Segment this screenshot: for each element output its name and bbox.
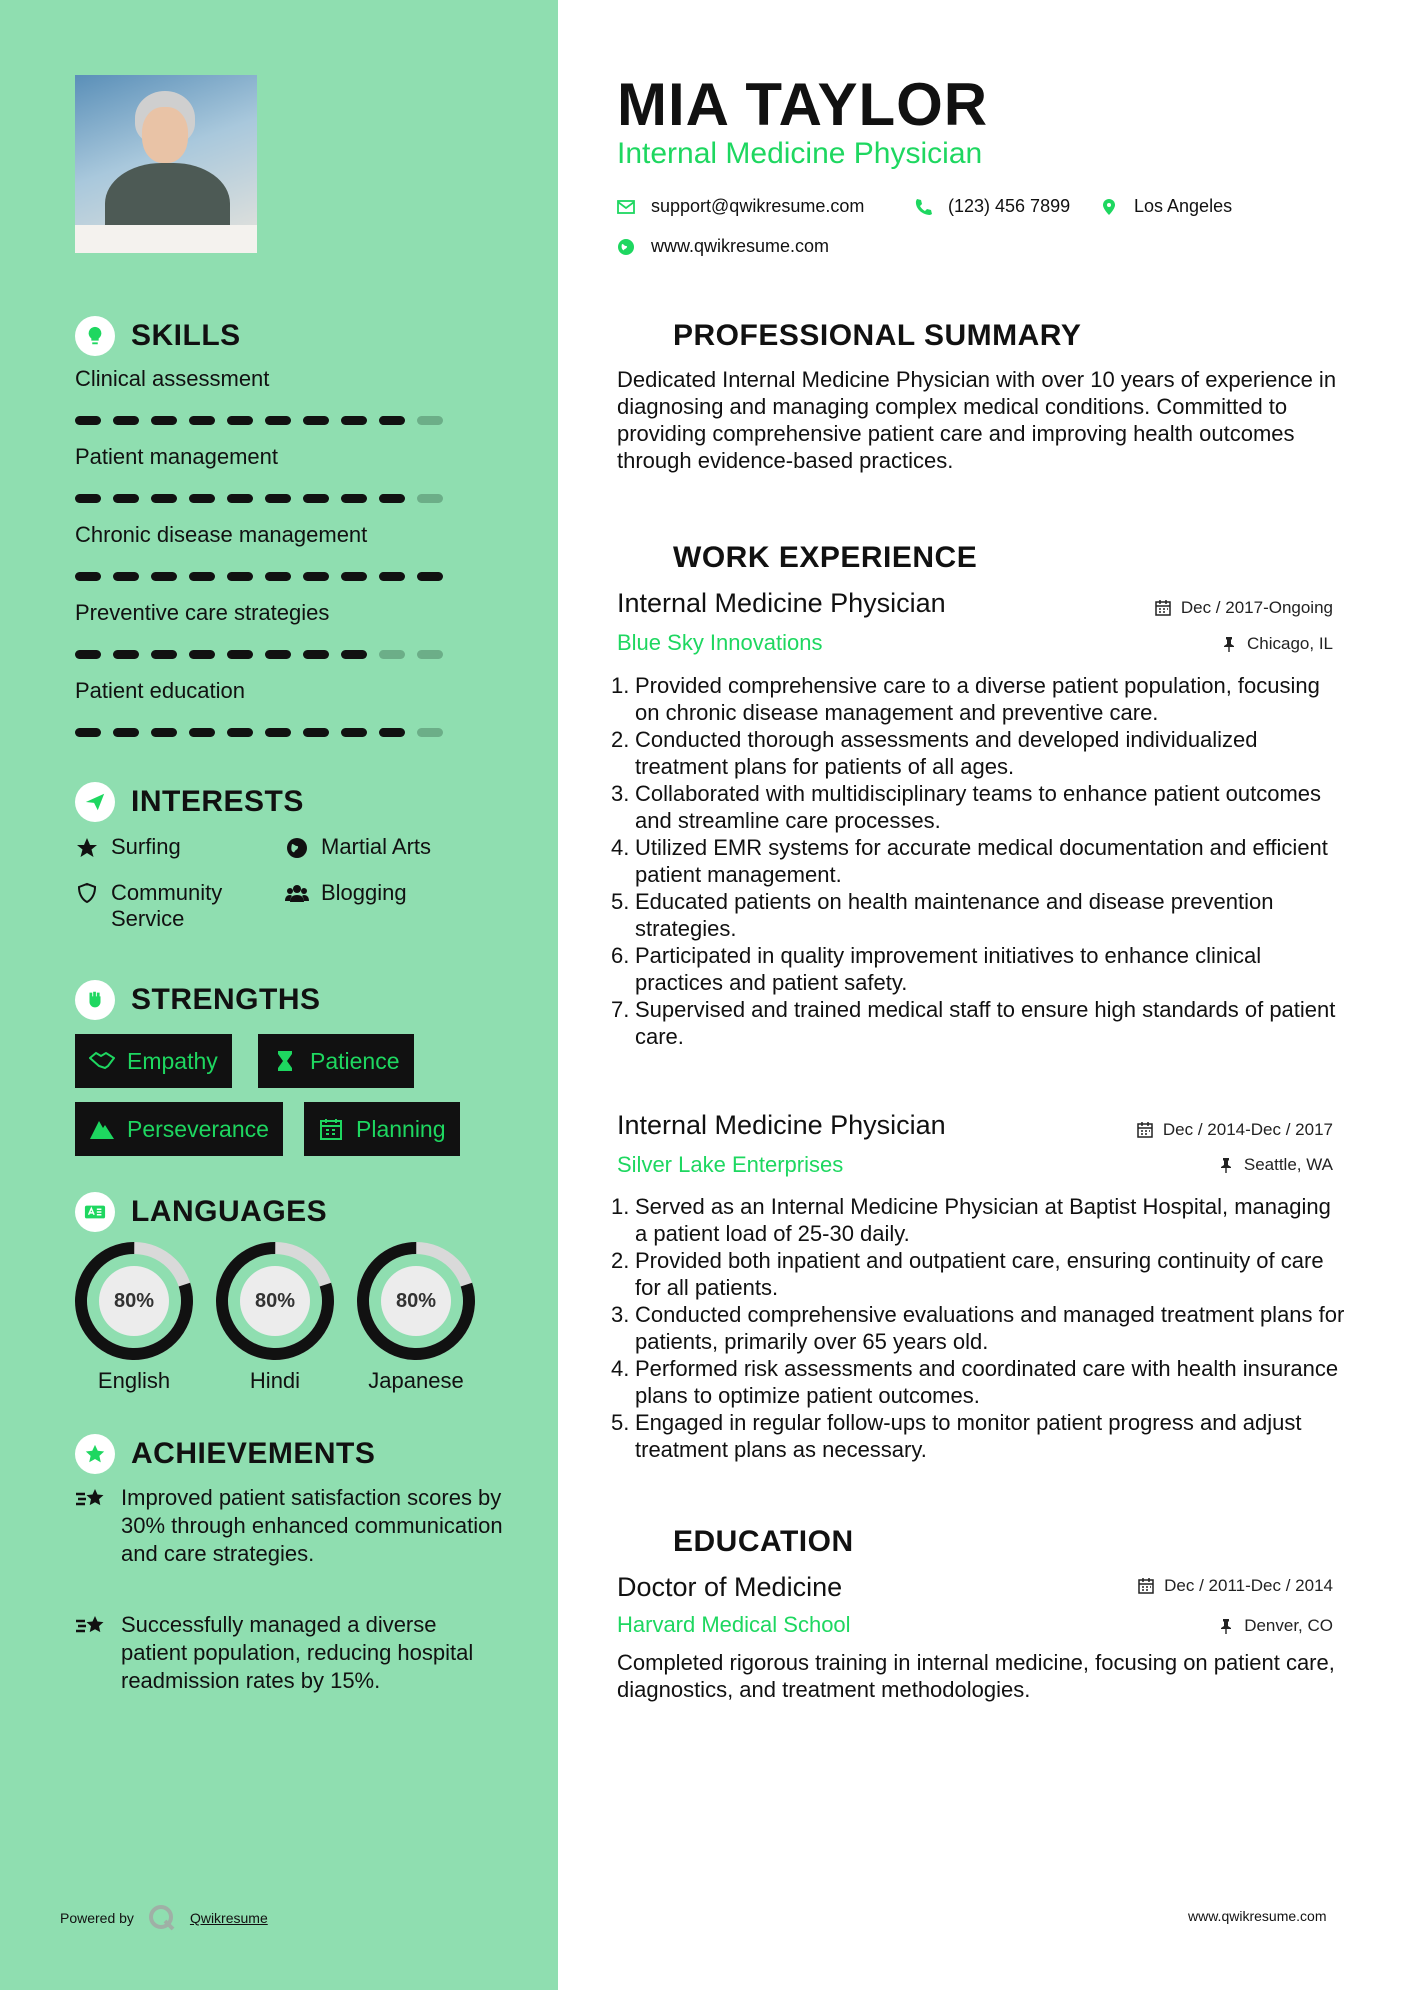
skill-dash: [265, 650, 291, 659]
skill-dash: [75, 650, 101, 659]
skill-dash: [227, 494, 253, 503]
skill-name: Patient management: [75, 444, 279, 469]
hourglass-icon: [272, 1050, 298, 1072]
skill-level-bar: [75, 650, 443, 659]
strength-tag: Patience: [258, 1034, 414, 1088]
skill-dash: [379, 650, 405, 659]
skill-name: Patient education: [75, 678, 246, 703]
job-title: Internal Medicine Physician: [617, 588, 946, 618]
powered-by: Powered by Qwikresume: [60, 1904, 268, 1932]
skill-dash: [303, 494, 329, 503]
skill-dash: [417, 650, 443, 659]
strength-tag: Planning: [304, 1102, 460, 1156]
skill-level-bar: [75, 728, 443, 737]
skill-dash: [341, 728, 367, 737]
skill-dash: [75, 572, 101, 581]
skill-dash: [151, 494, 177, 503]
list-item: Provided both inpatient and outpatient care, ensuring continuity of care for all patients.: [635, 1248, 1324, 1300]
list-item: Conducted comprehensive evaluations and managed treatment plans for patients, primarily over 65 years old.: [635, 1302, 1345, 1354]
degree-title: Doctor of Medicine: [617, 1572, 843, 1602]
skill-dash: [189, 494, 215, 503]
skill-dash: [379, 572, 405, 581]
contact-location: Los Angeles: [1100, 196, 1232, 217]
contact-phone: (123) 456 7899: [914, 196, 1070, 217]
office-chair-icon: [617, 538, 657, 578]
skill-dash: [265, 728, 291, 737]
list-item: Engaged in regular follow-ups to monitor patient progress and adjust treatment plans as necessary.: [635, 1410, 1302, 1462]
skill-dash: [75, 728, 101, 737]
strengths-heading: STRENGTHS: [75, 980, 321, 1020]
skill-dash: [417, 494, 443, 503]
education-heading: EDUCATION: [617, 1522, 854, 1562]
skill-dash: [151, 572, 177, 581]
calendar-icon: [318, 1118, 344, 1140]
fist-icon: [75, 980, 115, 1020]
skill-dash: [113, 494, 139, 503]
job-date: Dec / 2014-Dec / 2017: [1137, 1120, 1333, 1140]
list-item: Provided comprehensive care to a diverse patient population, focusing on chronic disease management and preventive care.: [635, 673, 1320, 725]
candidate-name: MIA TAYLOR: [617, 71, 989, 138]
summary-text: Dedicated Internal Medicine Physician with over 10 years of experience in diagnosing and managing complex medical conditions. Committed to providing comprehensive patient care and improving health outcomes through evidence-based practices.: [617, 367, 1337, 473]
job-location: Chicago, IL: [1221, 634, 1333, 654]
skill-level-bar: [75, 572, 443, 581]
skill-dash: [227, 650, 253, 659]
skill-dash: [151, 728, 177, 737]
skill-name: Clinical assessment: [75, 366, 270, 391]
footer-website[interactable]: www.qwikresume.com: [1188, 1908, 1327, 1924]
skill-level-bar: [75, 494, 443, 503]
skill-dash: [189, 650, 215, 659]
skill-dash: [151, 416, 177, 425]
language-name: Hindi: [249, 1368, 301, 1393]
interest-item: Blogging: [285, 880, 407, 906]
skill-dash: [379, 728, 405, 737]
skill-dash: [265, 494, 291, 503]
skill-dash: [113, 416, 139, 425]
calendar-icon: [1137, 1122, 1153, 1138]
globe-icon: [617, 238, 635, 256]
contact-email: [617, 196, 864, 217]
list-item: Educated patients on health maintenance and disease prevention strategies.: [635, 889, 1274, 941]
skill-name: Preventive care strategies: [75, 600, 330, 625]
interest-item: Martial Arts: [285, 834, 431, 860]
job-title: Internal Medicine Physician: [617, 1110, 946, 1140]
achievement-item: Successfully managed a diverse patient population, reducing hospital readmission rates by 15%.: [75, 1611, 505, 1695]
star-icon: [75, 836, 99, 860]
language-percent: 80%: [254, 1289, 296, 1312]
phone-icon: [914, 198, 932, 216]
paper-plane-icon: [75, 782, 115, 822]
skill-dash: [417, 728, 443, 737]
contact-website: [617, 236, 829, 257]
skill-dash: [189, 728, 215, 737]
job-bullets: [635, 672, 1347, 1050]
skill-dash: [303, 728, 329, 737]
skill-dash: [227, 572, 253, 581]
shooting-star-icon: [75, 1486, 107, 1512]
qwikresume-link[interactable]: Qwikresume: [189, 1910, 268, 1926]
website-link[interactable]: www.qwikresume.com: [651, 236, 830, 256]
lightbulb-icon: [75, 316, 115, 356]
job-date: Dec / 2017-Ongoing: [1155, 598, 1333, 618]
list-item: Collaborated with multidisciplinary teams to enhance patient outcomes and streamline care processes.: [635, 781, 1322, 833]
job-company: Blue Sky Innovations: [617, 630, 823, 655]
school-name: Harvard Medical School: [617, 1612, 851, 1637]
skill-dash: [113, 650, 139, 659]
skill-dash: [189, 572, 215, 581]
summary-heading: PROFESSIONAL SUMMARY: [617, 316, 1081, 356]
language-percent: 80%: [113, 1289, 155, 1312]
sidebar: [0, 0, 558, 1990]
envelope-icon: [617, 198, 635, 216]
skill-dash: [417, 416, 443, 425]
pushpin-icon: [1218, 1618, 1234, 1634]
interest-item: Surfing: [75, 834, 181, 860]
skill-level-bar: [75, 416, 443, 425]
job-bullets: [635, 1193, 1347, 1463]
job-company: Silver Lake Enterprises: [617, 1152, 844, 1177]
graduate-icon: [617, 1522, 657, 1562]
skill-dash: [189, 416, 215, 425]
job-location: Seattle, WA: [1218, 1155, 1333, 1175]
languages-heading: LANGUAGES: [75, 1192, 327, 1232]
star-badge-icon: [75, 1434, 115, 1474]
strength-tag: Perseverance: [75, 1102, 283, 1156]
user-icon: [617, 316, 657, 356]
skill-dash: [265, 572, 291, 581]
email-link[interactable]: support@qwikresume.com: [651, 196, 865, 216]
experience-heading: WORK EXPERIENCE: [617, 538, 977, 578]
skill-dash: [341, 572, 367, 581]
calendar-icon: [1155, 600, 1171, 616]
skill-dash: [379, 416, 405, 425]
shooting-star-icon: [75, 1613, 107, 1639]
skill-dash: [151, 650, 177, 659]
skill-dash: [303, 572, 329, 581]
shield-icon: [75, 882, 99, 906]
list-item: Supervised and trained medical staff to ensure high standards of patient care.: [635, 997, 1336, 1049]
users-icon: [285, 882, 309, 906]
skill-dash: [75, 494, 101, 503]
language-name: English: [97, 1368, 171, 1393]
achievement-item: Improved patient satisfaction scores by 30% through enhanced communication and care strategies.: [75, 1484, 505, 1568]
list-item: Participated in quality improvement initiatives to enhance clinical practices and patient safety.: [635, 943, 1262, 995]
handshake-icon: [89, 1050, 115, 1072]
interests-heading: INTERESTS: [75, 782, 304, 822]
skill-name: Chronic disease management: [75, 522, 368, 547]
mountain-icon: [89, 1118, 115, 1140]
education-text: Completed rigorous training in internal medicine, focusing on patient care, diagnostics, and treatment methodologies.: [617, 1650, 1335, 1702]
pushpin-icon: [1221, 636, 1237, 652]
language-item: [214, 1240, 336, 1394]
pushpin-icon: [1218, 1157, 1234, 1173]
skill-dash: [303, 650, 329, 659]
globe-icon: [285, 836, 309, 860]
list-item: Conducted thorough assessments and developed individualized treatment plans for patients of all ages.: [635, 727, 1258, 779]
skill-dash: [113, 572, 139, 581]
strength-tag: Empathy: [75, 1034, 232, 1088]
skills-heading: SKILLS: [75, 316, 241, 356]
skill-dash: [265, 416, 291, 425]
skill-dash: [227, 416, 253, 425]
skill-dash: [75, 416, 101, 425]
skill-dash: [303, 416, 329, 425]
skill-dash: [341, 494, 367, 503]
skill-dash: [227, 728, 253, 737]
list-item: Served as an Internal Medicine Physician at Baptist Hospital, managing a patient load of 25-30 daily.: [635, 1194, 1331, 1246]
skill-dash: [417, 572, 443, 581]
skill-dash: [379, 494, 405, 503]
achievements-heading: ACHIEVEMENTS: [75, 1434, 375, 1474]
education-date: Dec / 2011-Dec / 2014: [1138, 1576, 1333, 1596]
list-item: Performed risk assessments and coordinated care with health insurance plans to optimize patient outcomes.: [635, 1356, 1339, 1408]
language-percent: 80%: [395, 1289, 437, 1312]
skill-dash: [113, 728, 139, 737]
education-location: Denver, CO: [1218, 1616, 1333, 1636]
language-name: Japanese: [368, 1368, 464, 1393]
profile-photo: [75, 75, 257, 253]
candidate-role: Internal Medicine Physician: [617, 137, 983, 170]
list-item: Utilized EMR systems for accurate medical documentation and efficient patient management.: [635, 835, 1328, 887]
map-pin-icon: [1100, 198, 1118, 216]
calendar-icon: [1138, 1578, 1154, 1594]
skill-dash: [341, 416, 367, 425]
language-card-icon: [75, 1192, 115, 1232]
qwikresume-logo-icon: [148, 1904, 176, 1932]
language-item: [73, 1240, 195, 1394]
skill-dash: [341, 650, 367, 659]
language-item: [355, 1240, 477, 1394]
interest-item: Community Service: [75, 880, 255, 932]
